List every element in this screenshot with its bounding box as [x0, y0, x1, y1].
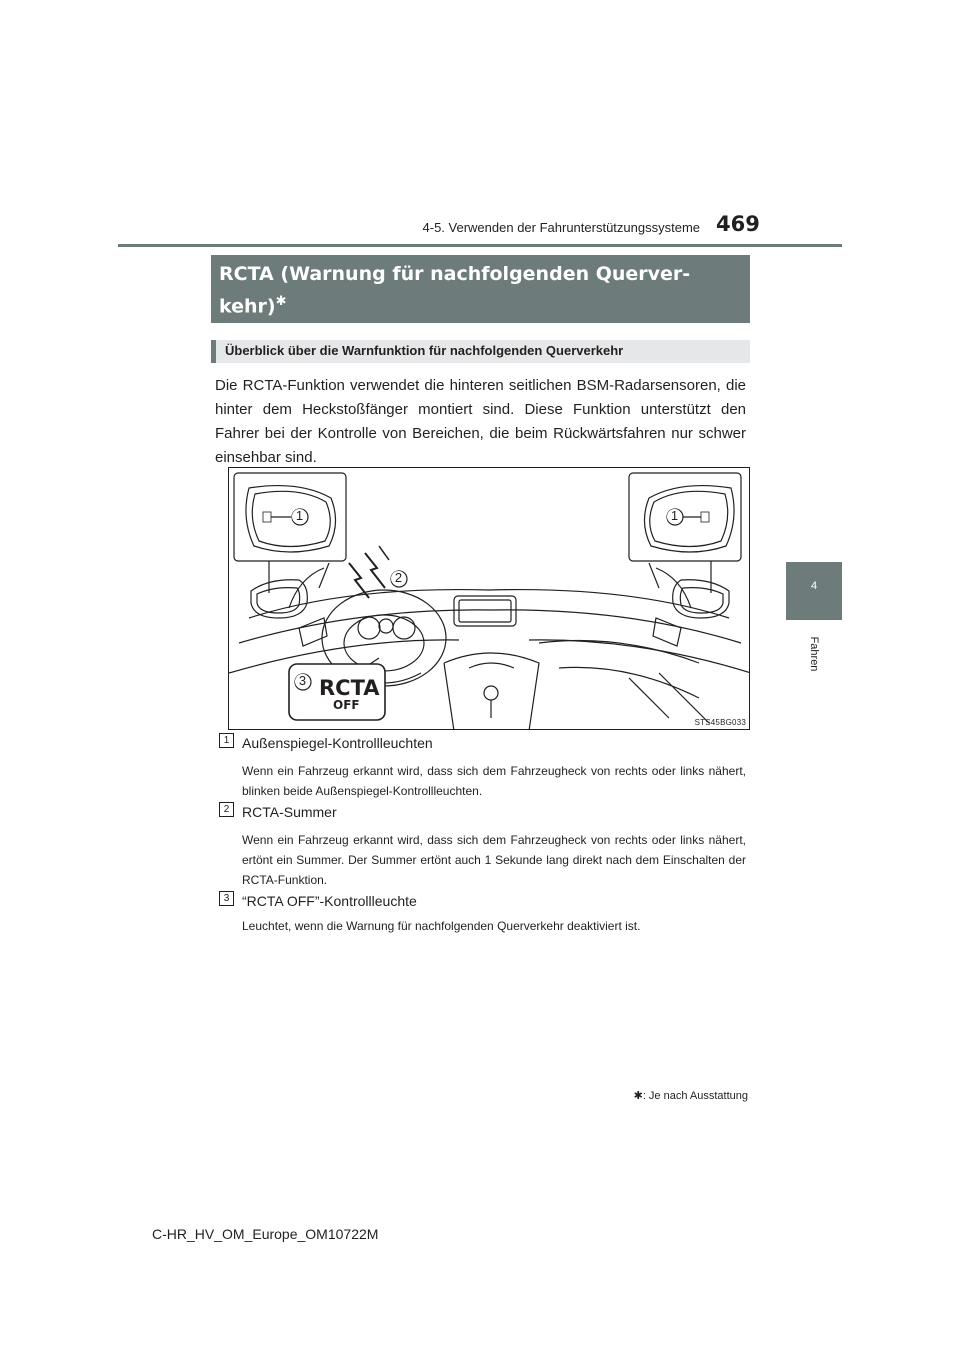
footnote-asterisk-icon: ✱ [633, 1090, 643, 1102]
footnote [520, 1089, 748, 1102]
item-number-3: 3 [219, 891, 234, 906]
callout-1-left: 1 [292, 509, 307, 524]
figure-code: STS45BG033 [694, 718, 746, 727]
callout-3: 3 [295, 674, 310, 689]
dashboard-illustration [228, 467, 750, 730]
footnote-text: : Je nach Ausstattung [642, 1090, 748, 1102]
item-number-2: 2 [219, 802, 234, 817]
item-title-2: RCTA-Summer [242, 804, 337, 820]
title-line-1: RCTA (Warnung für nachfolgenden Querver- [219, 263, 691, 285]
off-indicator-text: OFF [333, 698, 360, 712]
rcta-indicator-text: RCTA [319, 676, 380, 700]
section-title: 4-5. Verwenden der Fahrunterstützungssysteme [422, 220, 700, 235]
chapter-label-box [786, 624, 842, 684]
intro-paragraph: Die RCTA-Funktion verwendet die hinteren seitlichen BSM-Radarsensoren, die hinter dem Heckstoßfänger montiert sind. Diese Funktion unterstützt den Fahrer bei der Kontrolle von Bereichen, die beim Rückwärtsfahren nur schwer einsehbar sind. [215, 377, 746, 466]
item-desc-2: Wenn ein Fahrzeug erkannt wird, dass sich dem Fahrzeugheck von rechts oder links nähert, ertönt ein Summer. Der Summer ertönt auch 1 Sekunde lang direkt nach dem Einschalten der RCTA-Funktion. [242, 833, 746, 887]
chapter-number: 4 [810, 580, 818, 592]
page-number: 469 [716, 212, 760, 236]
callout-1-right: 1 [667, 509, 682, 524]
item-title-1: Außenspiegel-Kontrollleuchten [242, 735, 433, 751]
item-desc-3: Leuchtet, wenn die Warnung für nachfolgenden Querverkehr deaktiviert ist. [242, 919, 641, 933]
document-code: C-HR_HV_OM_Europe_OM10722M [152, 1226, 379, 1242]
item-title-3: “RCTA OFF”-Kontrollleuchte [242, 893, 417, 909]
item-desc-1: Wenn ein Fahrzeug erkannt wird, dass sich dem Fahrzeugheck von rechts oder links nähert, blinken beide Außenspiegel-Kontrollleuchten. [242, 764, 746, 798]
subheading: Überblick über die Warnfunktion für nachfolgenden Querverkehr [211, 340, 750, 363]
item-number-1: 1 [219, 733, 234, 748]
title-line-2: kehr) [219, 295, 276, 318]
header-rule [118, 244, 842, 247]
chapter-tab [786, 562, 842, 620]
asterisk-icon: ✱ [275, 294, 287, 309]
callout-2: 2 [391, 571, 406, 586]
page-title [211, 255, 750, 323]
chapter-label: Fahren [808, 636, 820, 672]
